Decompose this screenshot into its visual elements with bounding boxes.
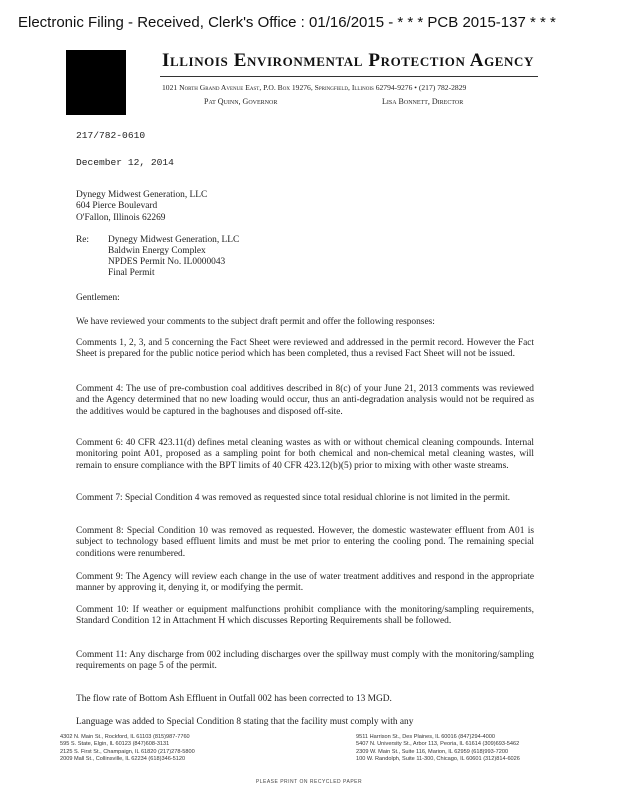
- re-line: Dynegy Midwest Generation, LLC: [108, 235, 240, 245]
- footer-offices-left: [60, 734, 195, 763]
- footer-office: 5407 N. University St., Arbor 113, Peoria, IL 61614 (309)693-5462: [356, 741, 520, 748]
- body-paragraph: Comment 4: The use of pre-combustion coal additives described in 8(c) of your June 21, 2013 comments was reviewed and the Agency determined that no new loading would occur, thus an anti-degradation analysis would not be required as the additives would be captured in the baghouses and disposed off-site.: [76, 384, 534, 417]
- director: Lisa Bonnett, Director: [382, 97, 464, 106]
- filing-stamp: Electronic Filing - Received, Clerk's Office : 01/16/2015 - * * * PCB 2015-137 * * *: [18, 14, 556, 31]
- agency-name: Illinois Environmental Protection Agency: [162, 50, 535, 71]
- body-paragraph: The flow rate of Bottom Ash Effluent in Outfall 002 has been corrected to 13 MGD.: [76, 694, 392, 704]
- agency-address: 1021 North Grand Avenue East, P.O. Box 19276, Springfield, Illinois 62794-9276 • (217) 782-2829: [162, 83, 467, 92]
- officials-line: [204, 97, 524, 106]
- body-paragraph: Language was added to Special Condition 8 stating that the facility must comply with any: [76, 717, 414, 727]
- footer-office: 595 S. State, Elgin, IL 60123 (847)608-3131: [60, 741, 170, 748]
- footer-office: 2009 Mall St., Collinsville, IL 62234 (618)346-5120: [60, 755, 186, 762]
- footer-office: 4302 N. Main St., Rockford, IL 61103 (815)987-7760: [60, 734, 190, 740]
- footer-office: 2309 W. Main St., Suite 116, Marion, IL 62959 (618)993-7200: [356, 748, 509, 755]
- re-lines: [108, 235, 239, 279]
- footer-office: 100 W. Randolph, Suite 11-300, Chicago, IL 60601 (312)814-6026: [356, 755, 520, 762]
- governor: Pat Quinn, Governor: [204, 97, 278, 106]
- footer-office: 2125 S. First St., Champaign, IL 61820 (217)278-5800: [60, 748, 195, 755]
- recycled-paper-note: PLEASE PRINT ON RECYCLED PAPER: [255, 779, 363, 785]
- body-paragraph: Comment 11: Any discharge from 002 including discharges over the spillway must comply with the monitoring/sampling requirements on page 5 of the permit.: [76, 650, 534, 672]
- footer-offices-right: [356, 734, 520, 763]
- footer-office: 9511 Harrison St., Des Plaines, IL 60016 (847)294-4000: [356, 734, 495, 740]
- recipient-address: [76, 190, 534, 224]
- letter-date: December 12, 2014: [76, 157, 174, 168]
- body-paragraph: Comments 1, 2, 3, and 5 concerning the Fact Sheet were reviewed and addressed in the permit record. However the Fact Sheet is prepared for the public notice period which has been completed, thus a revised Fact Sheet will not be issued.: [76, 338, 534, 360]
- salutation: Gentlemen:: [76, 293, 120, 303]
- re-block: [76, 235, 534, 279]
- phone-reference: 217/782-0610: [76, 130, 146, 141]
- body-paragraph: Comment 9: The Agency will review each change in the use of water treatment additives and respond in the appropriate manner by approving it, denying it, or modifying the permit.: [76, 572, 534, 594]
- body-paragraph: Comment 6: 40 CFR 423.11(d) defines metal cleaning wastes as with or without chemical cleaning compounds. Internal monitoring point A01, proposed as a sampling point for both chemical and non-chemical metal cleaning wastes, will remain to ensure compliance with the BPT limits of 40 CFR 423.12(b)(5) prior to mixing with other waste streams.: [76, 438, 534, 471]
- recipient-line: O'Fallon, Illinois 62269: [76, 212, 166, 223]
- re-line: Final Permit: [108, 268, 155, 278]
- re-line: Baldwin Energy Complex: [108, 246, 206, 256]
- re-label: Re:: [76, 235, 90, 245]
- body-paragraph: Comment 8: Special Condition 10 was removed as requested. However, the domestic wastewater effluent from A01 is subject to technology based effluent limits and must be met prior to entering the cooling pond. The remaining special conditions were renumbered.: [76, 526, 534, 559]
- body-paragraph: Comment 7: Special Condition 4 was removed as requested since total residual chlorine is not limited in the permit.: [76, 493, 511, 503]
- recipient-line: Dynegy Midwest Generation, LLC: [76, 190, 208, 200]
- body-paragraph: We have reviewed your comments to the subject draft permit and offer the following responses:: [76, 317, 435, 327]
- recipient-line: 604 Pierce Boulevard: [76, 201, 158, 212]
- re-line: NPDES Permit No. IL0000043: [108, 257, 226, 267]
- body-paragraph: Comment 10: If weather or equipment malfunctions prohibit compliance with the monitoring/sampling requirements, Standard Condition 12 in Attachment H which discusses Reporting Requirements shall be followed.: [76, 605, 534, 627]
- agency-logo: [66, 50, 126, 115]
- letterhead-rule: [160, 76, 538, 77]
